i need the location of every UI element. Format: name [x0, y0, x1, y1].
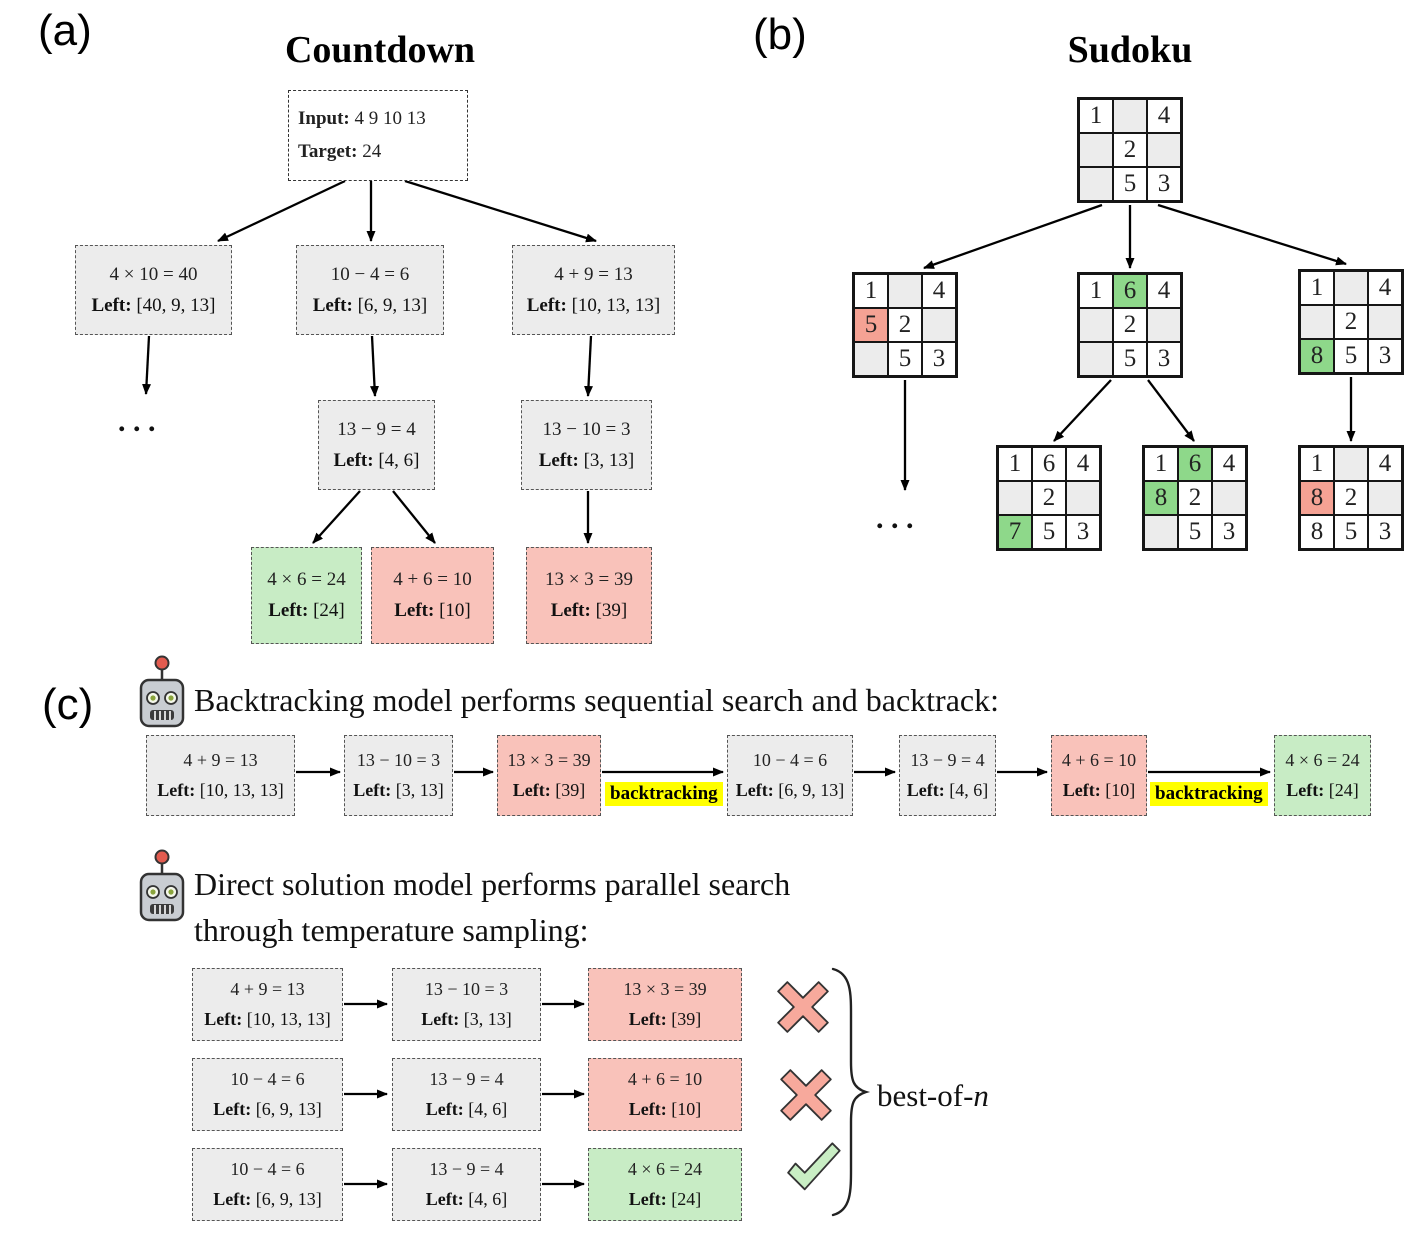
- node-left-line: [513, 780, 585, 801]
- robot-icon: [138, 848, 186, 924]
- sudoku-cell: 8: [1145, 482, 1177, 514]
- target-value: 24: [362, 141, 382, 162]
- sudoku-cell: 5: [1114, 168, 1146, 200]
- node-equation: 13 − 9 = 4: [429, 1069, 504, 1089]
- sudoku-cell: [889, 275, 921, 307]
- countdown-node-mul-13-3: [526, 547, 652, 644]
- left-value: [6, 9, 13]: [357, 294, 428, 316]
- sudoku-cell: [1213, 482, 1245, 514]
- sequence-node-s2: [344, 735, 453, 816]
- countdown-root-node: [288, 90, 468, 181]
- left-value: [39]: [595, 600, 628, 621]
- left-label: Left:: [628, 1099, 667, 1119]
- node-equation: 13 − 9 = 4: [429, 1159, 504, 1179]
- countdown-node-sub-10-4: [296, 245, 444, 335]
- sample-node-r1b1: [192, 968, 343, 1041]
- node-left-line: [629, 1189, 701, 1210]
- backtracking-highlight: backtracking: [605, 782, 723, 806]
- backtracking-caption: Backtracking model performs sequential search and backtrack:: [194, 682, 999, 718]
- node-left-line: [426, 1189, 507, 1210]
- node-equation: 4 + 9 = 13: [230, 979, 305, 999]
- panel-b-title: Sudoku: [1067, 29, 1193, 71]
- node-left-line: [204, 1009, 330, 1030]
- sudoku-cell: 1: [855, 275, 887, 307]
- left-label: Left:: [526, 294, 567, 316]
- node-left-line: [1063, 780, 1135, 801]
- sample-node-r3b2: [392, 1148, 541, 1221]
- node-equation: 13 − 9 = 4: [910, 750, 985, 770]
- node-left-line: [313, 295, 428, 317]
- left-label: Left:: [353, 780, 392, 800]
- backtracking-highlight: backtracking: [1150, 782, 1268, 806]
- sample-node-r2b3: [588, 1058, 742, 1131]
- left-value: [6, 9, 13]: [255, 1099, 322, 1119]
- sudoku-cell: 4: [923, 275, 955, 307]
- sudoku-cell: 2: [1114, 134, 1146, 166]
- sudoku-cell: [1080, 343, 1112, 375]
- arrow: [372, 336, 375, 396]
- left-label: Left:: [1062, 780, 1101, 800]
- left-label: Left:: [268, 600, 309, 621]
- left-label: Left:: [394, 600, 435, 621]
- node-left-line: [551, 600, 628, 622]
- node-left-line: [629, 1009, 701, 1030]
- sequence-node-s6: [1051, 735, 1147, 816]
- sample-node-r3b1: [192, 1148, 343, 1221]
- node-equation: 13 − 10 = 3: [542, 418, 631, 440]
- sudoku-cell: 5: [1179, 516, 1211, 548]
- node-equation: 4 + 9 = 13: [183, 750, 258, 770]
- left-value: [40, 9, 13]: [136, 294, 216, 316]
- sudoku-grid-grand-8-bad: [1298, 445, 1404, 551]
- root-input-line: [298, 108, 426, 130]
- node-equation: 4 + 9 = 13: [554, 263, 633, 285]
- left-value: [6, 9, 13]: [255, 1189, 322, 1209]
- sudoku-grid-grand-6-8: [1142, 445, 1248, 551]
- arrow: [924, 205, 1102, 268]
- left-value: [6, 9, 13]: [778, 780, 845, 800]
- target-label: Target:: [298, 141, 358, 162]
- node-equation: 4 × 6 = 24: [1285, 750, 1360, 770]
- sudoku-cell: [1148, 309, 1180, 341]
- cross-icon: [778, 982, 828, 1032]
- sample-node-r2b2: [392, 1058, 541, 1131]
- countdown-node-mul-4-6: [251, 547, 362, 644]
- sudoku-cell: [1080, 309, 1112, 341]
- sudoku-cell: 6: [1179, 448, 1211, 480]
- left-label: Left:: [1286, 780, 1325, 800]
- left-label: Left:: [538, 449, 579, 471]
- node-equation: 13 − 10 = 3: [356, 750, 441, 770]
- sample-node-r3b3: [588, 1148, 742, 1221]
- node-equation: 13 × 3 = 39: [545, 569, 633, 590]
- sudoku-ellipsis: . . .: [876, 502, 914, 535]
- robot-icon: [138, 654, 186, 730]
- sudoku-cell: [1369, 306, 1401, 338]
- sudoku-cell: 4: [1213, 448, 1245, 480]
- sudoku-grid-child-6: [1077, 272, 1183, 378]
- left-value: [4, 6]: [468, 1099, 508, 1119]
- sudoku-cell: 4: [1148, 100, 1180, 132]
- arrow: [405, 181, 596, 241]
- left-value: [10, 13, 13]: [571, 294, 661, 316]
- node-left-line: [629, 1099, 701, 1120]
- countdown-node-mul-4-10: [75, 245, 232, 335]
- left-label: Left:: [312, 294, 353, 316]
- node-equation: 4 + 6 = 10: [1061, 750, 1137, 770]
- sudoku-cell: 3: [923, 343, 955, 375]
- left-value: [39]: [671, 1009, 702, 1029]
- left-label: Left:: [204, 1009, 243, 1029]
- sudoku-cell: 1: [1080, 100, 1112, 132]
- root-target-line: [298, 141, 381, 163]
- sudoku-cell: 3: [1067, 516, 1099, 548]
- sudoku-cell: 8: [1301, 340, 1333, 372]
- countdown-node-sub-13-10: [521, 400, 652, 490]
- sudoku-grid-child-8: [1298, 269, 1404, 375]
- sudoku-cell: 1: [1080, 275, 1112, 307]
- arrow: [1148, 380, 1194, 441]
- left-label: Left:: [550, 600, 591, 621]
- node-equation: 4 × 6 = 24: [267, 569, 346, 590]
- left-value: [24]: [1328, 780, 1359, 800]
- left-value: [10, 13, 13]: [246, 1009, 331, 1029]
- sudoku-cell: 6: [1114, 275, 1146, 307]
- node-equation: 13 × 3 = 39: [507, 750, 591, 770]
- sudoku-cell: 8: [1301, 482, 1333, 514]
- node-equation: 13 × 3 = 39: [623, 979, 707, 999]
- sudoku-grid-child-5: [852, 272, 958, 378]
- sudoku-cell: 2: [1114, 309, 1146, 341]
- countdown-node-sub-13-9: [318, 400, 435, 490]
- left-value: [10]: [439, 600, 471, 621]
- left-value: [10]: [1105, 780, 1136, 800]
- sudoku-cell: 5: [855, 309, 887, 341]
- sudoku-cell: 4: [1148, 275, 1180, 307]
- left-label: Left:: [213, 1099, 252, 1119]
- panel-b-label: (b): [753, 10, 807, 59]
- left-label: Left:: [421, 1009, 460, 1029]
- sample-node-r1b3: [588, 968, 742, 1041]
- sudoku-cell: 5: [1114, 343, 1146, 375]
- node-equation: 10 − 4 = 6: [330, 263, 410, 285]
- sudoku-cell: 5: [1335, 340, 1367, 372]
- sudoku-cell: [999, 482, 1031, 514]
- sequence-node-s7: [1274, 735, 1371, 816]
- node-equation: 13 − 9 = 4: [337, 418, 416, 440]
- node-left-line: [92, 295, 216, 317]
- sudoku-cell: [1335, 272, 1367, 304]
- brace: [833, 969, 866, 1215]
- left-value: [39]: [555, 780, 586, 800]
- sudoku-cell: 2: [1335, 482, 1367, 514]
- sudoku-cell: [1080, 134, 1112, 166]
- sudoku-cell: 3: [1148, 168, 1180, 200]
- node-left-line: [426, 1099, 507, 1120]
- sudoku-grid-grand-7: [996, 445, 1102, 551]
- sudoku-cell: 3: [1369, 516, 1401, 548]
- node-left-line: [1286, 780, 1358, 801]
- left-value: [4, 6]: [468, 1189, 508, 1209]
- sudoku-cell: [1301, 306, 1333, 338]
- countdown-ellipsis: . . .: [118, 405, 156, 438]
- sudoku-cell: 5: [1033, 516, 1065, 548]
- arrow: [313, 491, 360, 543]
- best-of-variable: n: [973, 1078, 989, 1113]
- node-equation: 13 − 10 = 3: [424, 979, 509, 999]
- sudoku-cell: 3: [1148, 343, 1180, 375]
- left-value: [24]: [671, 1189, 702, 1209]
- node-left-line: [907, 780, 988, 801]
- node-left-line: [353, 780, 443, 801]
- sudoku-cell: [1369, 482, 1401, 514]
- left-label: Left:: [91, 294, 132, 316]
- sudoku-cell: [1080, 168, 1112, 200]
- countdown-node-add-4-9: [512, 245, 675, 335]
- sudoku-cell: 1: [1145, 448, 1177, 480]
- sequence-node-s3: [497, 735, 601, 816]
- sudoku-cell: 2: [1179, 482, 1211, 514]
- input-label: Input:: [298, 108, 350, 129]
- sudoku-cell: 5: [1335, 516, 1367, 548]
- sudoku-cell: 3: [1213, 516, 1245, 548]
- sudoku-cell: 1: [1301, 272, 1333, 304]
- check-icon: [788, 1143, 840, 1189]
- node-left-line: [736, 780, 844, 801]
- direct-caption-line1: Direct solution model performs parallel search: [194, 866, 791, 902]
- sudoku-cell: [1335, 448, 1367, 480]
- arrow: [1054, 380, 1111, 441]
- sudoku-cell: 2: [1033, 482, 1065, 514]
- node-equation: 4 + 6 = 10: [627, 1069, 703, 1089]
- left-value: [3, 13]: [583, 449, 635, 471]
- left-label: Left:: [512, 780, 551, 800]
- sudoku-cell: 4: [1067, 448, 1099, 480]
- left-label: Left:: [906, 780, 945, 800]
- sequence-node-s4: [727, 735, 853, 816]
- sample-node-r2b1: [192, 1058, 343, 1131]
- sudoku-cell: [855, 343, 887, 375]
- sudoku-cell: 6: [1033, 448, 1065, 480]
- cross-icon: [781, 1070, 831, 1120]
- node-equation: 10 − 4 = 6: [230, 1069, 305, 1089]
- left-value: [3, 13]: [463, 1009, 512, 1029]
- node-left-line: [157, 780, 283, 801]
- left-value: [10, 13, 13]: [199, 780, 284, 800]
- sudoku-cell: 1: [1301, 448, 1333, 480]
- left-label: Left:: [333, 449, 374, 471]
- node-equation: 4 + 6 = 10: [393, 569, 472, 590]
- panel-a-title: Countdown: [284, 29, 476, 71]
- node-left-line: [394, 600, 471, 622]
- left-value: [10]: [671, 1099, 702, 1119]
- sequence-node-s1: [146, 735, 295, 816]
- arrow: [588, 336, 591, 396]
- sudoku-cell: 4: [1369, 272, 1401, 304]
- node-left-line: [421, 1009, 511, 1030]
- best-of-text: best-of-: [877, 1078, 974, 1113]
- sudoku-cell: [1145, 516, 1177, 548]
- sudoku-grid-root: [1077, 97, 1183, 203]
- sample-node-r1b2: [392, 968, 541, 1041]
- sudoku-cell: [1148, 134, 1180, 166]
- left-label: Left:: [735, 780, 774, 800]
- sudoku-cell: 3: [1369, 340, 1401, 372]
- panel-a-label: (a): [38, 6, 92, 55]
- input-value: 4 9 10 13: [354, 108, 426, 129]
- arrow: [146, 336, 149, 394]
- left-label: Left:: [425, 1099, 464, 1119]
- node-left-line: [334, 450, 420, 472]
- sequence-node-s5: [899, 735, 996, 816]
- sudoku-cell: 4: [1369, 448, 1401, 480]
- left-label: Left:: [425, 1189, 464, 1209]
- node-equation: 10 − 4 = 6: [230, 1159, 305, 1179]
- left-label: Left:: [213, 1189, 252, 1209]
- sudoku-cell: [1067, 482, 1099, 514]
- direct-caption-line2: through temperature sampling:: [194, 912, 589, 948]
- left-value: [24]: [313, 600, 345, 621]
- arrow: [393, 491, 435, 543]
- sudoku-cell: 1: [999, 448, 1031, 480]
- sudoku-cell: 7: [999, 516, 1031, 548]
- node-equation: 4 × 6 = 24: [627, 1159, 703, 1179]
- best-of-n-label: [877, 1078, 989, 1114]
- sudoku-cell: 2: [889, 309, 921, 341]
- sudoku-cell: 2: [1335, 306, 1367, 338]
- sudoku-cell: [923, 309, 955, 341]
- arrow: [1158, 205, 1346, 264]
- sudoku-cell: [1114, 100, 1146, 132]
- left-value: [3, 13]: [395, 780, 444, 800]
- node-left-line: [213, 1099, 321, 1120]
- sudoku-cell: 8: [1301, 516, 1333, 548]
- left-label: Left:: [157, 780, 196, 800]
- left-label: Left:: [628, 1009, 667, 1029]
- node-left-line: [539, 450, 635, 472]
- countdown-node-add-4-6: [371, 547, 494, 644]
- node-equation: 10 − 4 = 6: [752, 750, 828, 770]
- node-left-line: [527, 295, 661, 317]
- node-left-line: [213, 1189, 321, 1210]
- panel-c-label: (c): [42, 680, 94, 729]
- node-equation: 4 × 10 = 40: [109, 263, 198, 285]
- sudoku-cell: 5: [889, 343, 921, 375]
- node-left-line: [268, 600, 345, 622]
- arrow: [218, 181, 345, 241]
- left-label: Left:: [628, 1189, 667, 1209]
- left-value: [4, 6]: [949, 780, 989, 800]
- left-value: [4, 6]: [378, 449, 420, 471]
